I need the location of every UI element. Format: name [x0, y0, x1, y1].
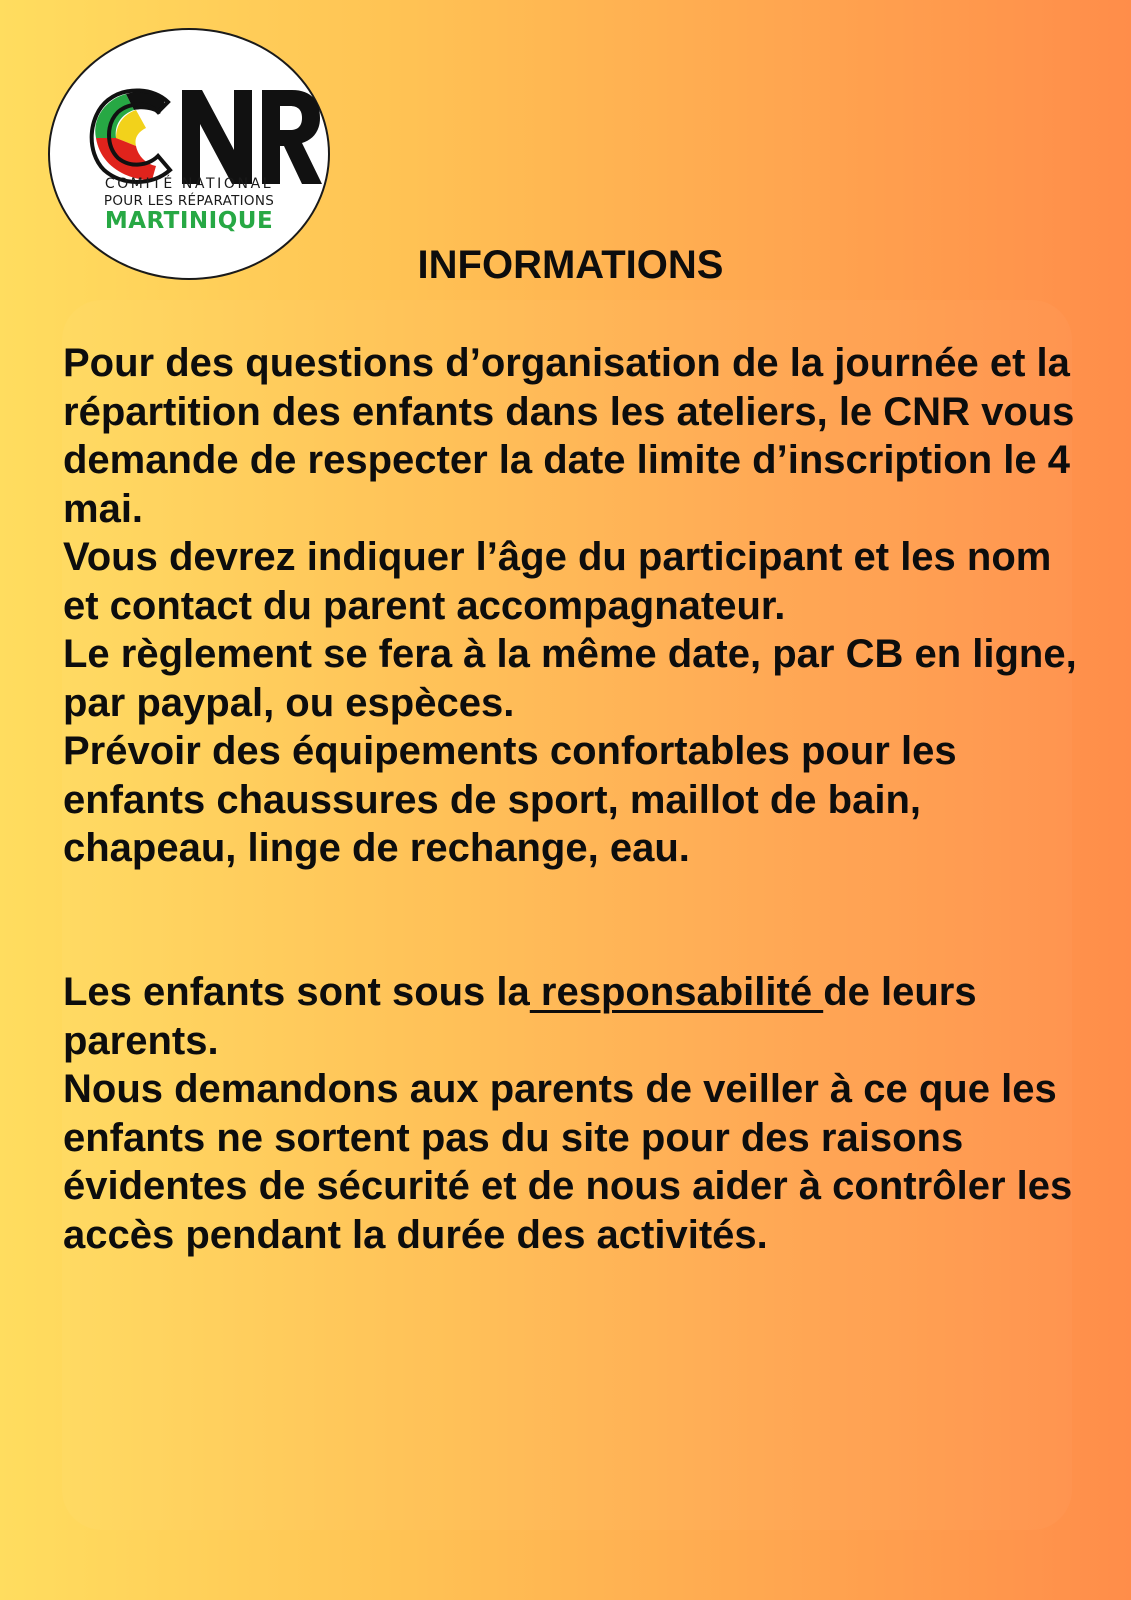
island-red-shape [96, 138, 156, 180]
logo-line-reparations: POUR LES RÉPARATIONS [103, 193, 275, 209]
info-section-registration [63, 339, 1093, 873]
responsibility-text-before: Les enfants sont sous la [63, 970, 530, 1014]
logo-line-comite: COMITÉ NATIONAL [104, 176, 274, 192]
paragraph-safety: Nous demandons aux parents de veiller à ce que les enfants ne sortent pas du site pour des raisons évidentes de sécurité et de nous aider à contrôler les accès pendant la durée des activités. [63, 1067, 1073, 1257]
cnr-logo-mark [82, 80, 322, 190]
letter-n [182, 90, 252, 184]
logo-line-martinique: MARTINIQUE [104, 208, 274, 234]
info-section-responsibility [63, 968, 1093, 1259]
letter-r [262, 90, 322, 184]
paragraph-responsibility [63, 968, 1093, 1065]
paragraph-equipment: Prévoir des équipements confortables pour les enfants chaussures de sport, maillot de bain, chapeau, linge de rechange, eau. [63, 729, 957, 870]
responsibility-underlined-word: responsabilité [529, 970, 824, 1014]
paragraph-deadline: Pour des questions d’organisation de la journée et la répartition des enfants dans les ateliers, le CNR vous demande de respecter la date limite d’inscription le 4 mai. [63, 341, 1075, 531]
responsibility-text-after: de leurs parents. [63, 970, 977, 1063]
paragraph-participant-details: Vous devrez indiquer l’âge du participant et les nom et contact du parent accompagnateur. [63, 535, 1052, 628]
paragraph-payment: Le règlement se fera à la même date, par CB en ligne, par paypal, ou espèces. [63, 632, 1077, 725]
page-title: INFORMATIONS [417, 243, 724, 287]
